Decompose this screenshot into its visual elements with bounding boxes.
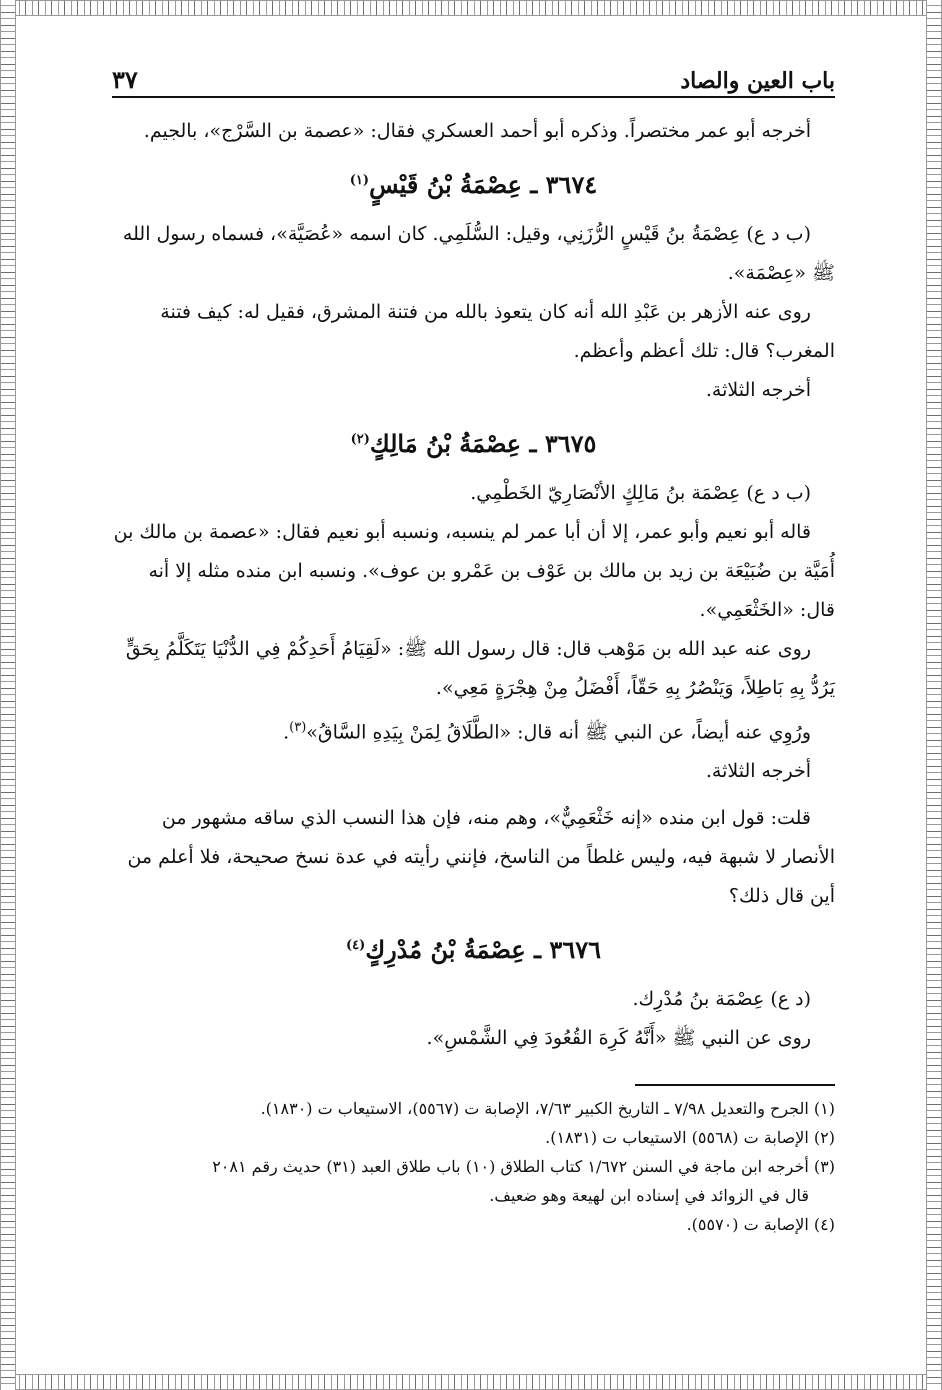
paragraph-end: .	[283, 721, 290, 744]
page-content	[112, 58, 835, 1058]
decorative-border-bottom	[0, 1374, 942, 1390]
paragraph: (د ع) عِصْمَة بنُ مُدْرِك.	[632, 988, 811, 1011]
footnote-separator	[635, 1084, 835, 1086]
footnote-ref: (٣)	[289, 720, 307, 735]
hadith-paragraph: روى عن النبي ﷺ «أَنَّهُ كَرِهَ القُعُودَ فِي الشَّمْسِ».	[426, 1027, 811, 1050]
running-title: باب العين والصاد	[680, 68, 835, 94]
footnote-ref: (١)	[349, 173, 370, 188]
paragraph: (ب د ع) عِصْمَةُ بنُ قَيْسٍ الرُّزَنِي، وقيل: السُّلَمِي. كان اسمه «عُصَيَّة»، فسماه رسول الله ﷺ «عِصْمَة».	[122, 223, 835, 284]
entry-title-3676	[112, 918, 835, 978]
footnote-ref: (٢)	[350, 432, 370, 447]
paragraph: قاله أبو نعيم وأبو عمر، إلا أن أبا عمر لم ينسبه، ونسبه أبو نعيم فقال: «عصمة بن مالك بن أُمَيَّة بن ضُبَيْعَة بن زيد بن مالك بن عَوْف بن عَمْرو بن عوف». ونسبه ابن منده مثله إلا أنه قال: «الخَثْعَمِي».	[113, 521, 835, 621]
decorative-border-right	[926, 0, 942, 1390]
footnote-3-continued: قال في الزوائد في إسناده ابن لهيعة وهو ضعيف.	[489, 1186, 809, 1205]
decorative-border-top	[0, 0, 942, 16]
footnote-1: (١) الجرح والتعديل ٧/٩٨ ـ التاريخ الكبير ٧/٦٣، الإصابة ت (٥٥٦٧)، الاستيعاب ت (١٨٣٠).	[260, 1099, 835, 1118]
footnote-ref: (٤)	[346, 938, 366, 954]
hadith-paragraph: روى عنه عبد الله بن مَوْهب قال: قال رسول الله ﷺ: «لَقِيَامُ أَحَدِكُمْ فِي الدُّنْيَا يَتَكَلَّمُ بِحَقٍّ يَرُدُّ بِهِ بَاطِلاً، وَيَنْصُرُ بِهِ حَقّاً، أَفْضَلُ مِنْ هِجْرَةٍ مَعِي».	[125, 638, 835, 699]
entry-title-text: ٣٦٧٤ ـ عِصْمَةُ بْنُ قَيْسٍ	[369, 170, 598, 199]
page-header	[112, 58, 835, 98]
paragraph: روى عنه الأزهر بن عَبْدِ الله أنه كان يتعوذ بالله من فتنة المشرق، فقيل له: كيف فتنة المغرب؟ قال: تلك أعظم وأعظم.	[160, 301, 835, 362]
entry-title-3674	[112, 153, 835, 213]
footnote-3: (٣) أخرجه ابن ماجة في السنن ١/٦٧٢ كتاب الطلاق (١٠) باب طلاق العبد (٣١) حديث رقم ٢٠٨١	[212, 1157, 835, 1176]
footnote-4: (٤) الإصابة ت (٥٥٧٠).	[686, 1215, 835, 1234]
page-body	[112, 112, 835, 1058]
paragraph-text: ورُوِي عنه أيضاً، عن النبي ﷺ أنه قال: «الطَّلَاقُ لِمَنْ بِيَدِهِ السَّاقُ»	[306, 721, 811, 744]
paragraph: (ب د ع) عِصْمَة بنُ مَالِكٍ الأنْصَارِيّ الخَطْمِي.	[470, 482, 811, 504]
paragraph	[112, 708, 835, 752]
page-number: ٣٧	[112, 65, 138, 94]
entry-title-text: ٣٦٧٦ ـ عِصْمَةُ بْنُ مُدْرِكٍ	[365, 935, 601, 965]
footnotes	[112, 1094, 835, 1239]
paragraph: أخرجه الثلاثة.	[705, 379, 811, 401]
entry-title-3675	[112, 412, 835, 472]
footnote-2: (٢) الإصابة ت (٥٥٦٨) الاستيعاب ت (١٨٣١).	[545, 1128, 835, 1147]
entry-title-text: ٣٦٧٥ ـ عِصْمَةُ بْنُ مَالِكٍ	[369, 429, 597, 458]
paragraph: أخرجه الثلاثة.	[705, 760, 811, 783]
intro-paragraph: أخرجه أبو عمر مختصراً. وذكره أبو أحمد العسكري فقال: «عصمة بن السَّرْج»، بالجيم.	[143, 120, 811, 142]
paragraph: قلت: قول ابن منده «إنه خَثْعَمِيٌّ»، وهم منه، فإن هذا النسب الذي ساقه مشهور من الأنصار لا شبهة فيه، وليس غلطاً من الناسخ، فإنني رأيته في عدة نسخ صحيحة، فلا أعلم من أين قال ذلك؟	[127, 807, 835, 908]
decorative-border-left	[0, 0, 16, 1390]
